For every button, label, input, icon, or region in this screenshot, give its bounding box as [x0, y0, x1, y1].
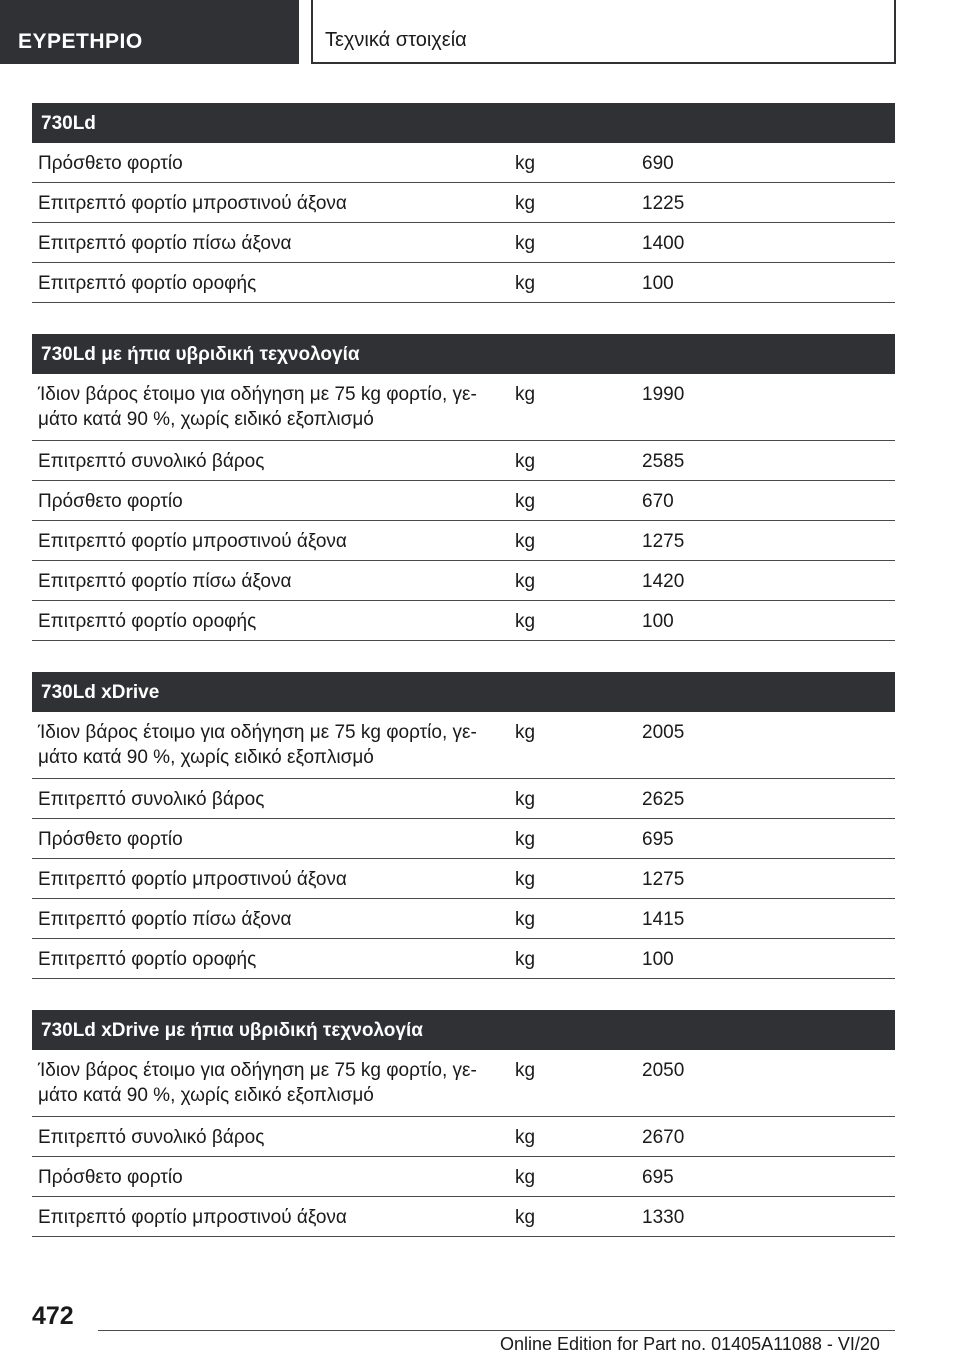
table-row: [32, 712, 895, 779]
row-value: 670: [642, 491, 674, 512]
row-unit: kg: [515, 829, 536, 850]
table-row: [32, 263, 895, 303]
table-row: [32, 779, 895, 819]
row-label: [32, 907, 505, 932]
table-title: 730Ld xDrive με ήπια υβριδική τεχνολογία: [32, 1010, 895, 1050]
row-unit: kg: [515, 949, 536, 970]
row-label: [32, 271, 505, 296]
row-value: 2050: [642, 1060, 685, 1081]
table-row: [32, 223, 895, 263]
row-label: [32, 867, 505, 892]
table-title: 730Ld: [32, 103, 895, 143]
row-label: [32, 1165, 505, 1190]
row-label-line: Πρόσθετο φορτίο: [38, 829, 183, 850]
row-label: [32, 569, 505, 594]
table-title: 730Ld xDrive: [32, 672, 895, 712]
row-label: [32, 609, 505, 634]
row-value: 1275: [642, 869, 685, 890]
row-label-line: Πρόσθετο φορτίο: [38, 1167, 183, 1188]
table-row: [32, 143, 895, 183]
row-label-line: Επιτρεπτό φορτίο πίσω άξονα: [38, 233, 292, 254]
row-value: 1420: [642, 571, 685, 592]
table-row: [32, 819, 895, 859]
row-unit: kg: [515, 384, 536, 405]
row-label: [32, 827, 505, 852]
row-label: [32, 489, 505, 514]
row-unit: kg: [515, 233, 536, 254]
row-unit: kg: [515, 491, 536, 512]
row-label: [32, 720, 505, 770]
row-label-line: Επιτρεπτό φορτίο οροφής: [38, 949, 257, 970]
row-unit: kg: [515, 193, 536, 214]
row-unit: kg: [515, 1127, 536, 1148]
page-number: 472: [32, 1302, 74, 1330]
row-label-line: Επιτρεπτό φορτίο οροφής: [38, 273, 257, 294]
table-row: [32, 1157, 895, 1197]
row-label: [32, 947, 505, 972]
row-unit: kg: [515, 789, 536, 810]
row-value: 2585: [642, 451, 685, 472]
spec-table: [32, 672, 895, 979]
row-unit: kg: [515, 1167, 536, 1188]
row-unit: kg: [515, 571, 536, 592]
table-row: [32, 561, 895, 601]
row-label-line: μάτο κατά 90 %, χωρίς ειδικό εξοπλισμό: [38, 747, 374, 768]
row-unit: kg: [515, 531, 536, 552]
row-label-line: μάτο κατά 90 %, χωρίς ειδικό εξοπλισμό: [38, 409, 374, 430]
footer-divider: [98, 1330, 895, 1331]
row-unit: kg: [515, 451, 536, 472]
row-value: 2670: [642, 1127, 685, 1148]
row-value: 1415: [642, 909, 685, 930]
row-label: [32, 1205, 505, 1230]
row-label-line: Επιτρεπτό φορτίο μπροστινού άξονα: [38, 869, 347, 890]
row-value: 1990: [642, 384, 685, 405]
row-value: 695: [642, 829, 674, 850]
section-header: ΕΥΡΕΤΗΡΙΟ: [0, 0, 299, 64]
table-row: [32, 1197, 895, 1237]
table-row: [32, 183, 895, 223]
table-row: [32, 1117, 895, 1157]
spec-tables: [32, 103, 895, 1268]
row-unit: kg: [515, 909, 536, 930]
row-label-line: Επιτρεπτό φορτίο μπροστινού άξονα: [38, 531, 347, 552]
table-row: [32, 859, 895, 899]
row-unit: kg: [515, 153, 536, 174]
row-label: [32, 1058, 505, 1108]
spec-table: [32, 1010, 895, 1237]
row-value: 1225: [642, 193, 685, 214]
spec-table: [32, 334, 895, 641]
row-value: 1330: [642, 1207, 685, 1228]
row-value: 1400: [642, 233, 685, 254]
edition-note: Online Edition for Part no. 01405A11088 - VI/20: [500, 1334, 880, 1354]
row-label: [32, 231, 505, 256]
row-label-line: Επιτρεπτό φορτίο οροφής: [38, 611, 257, 632]
row-value: 100: [642, 273, 674, 294]
table-row: [32, 481, 895, 521]
row-unit: kg: [515, 1207, 536, 1228]
table-row: [32, 441, 895, 481]
row-value: 2625: [642, 789, 685, 810]
row-label: [32, 449, 505, 474]
row-label-line: Ίδιον βάρος έτοιμο για οδήγηση με 75 kg φορτίο, γε-: [38, 384, 477, 405]
table-row: [32, 521, 895, 561]
spec-table: [32, 103, 895, 303]
row-label: [32, 151, 505, 176]
row-label: [32, 191, 505, 216]
row-unit: kg: [515, 722, 536, 743]
table-row: [32, 1050, 895, 1117]
row-label: [32, 1125, 505, 1150]
row-value: 1275: [642, 531, 685, 552]
row-unit: kg: [515, 273, 536, 294]
row-label-line: μάτο κατά 90 %, χωρίς ειδικό εξοπλισμό: [38, 1085, 374, 1106]
row-value: 690: [642, 153, 674, 174]
row-label-line: Πρόσθετο φορτίο: [38, 153, 183, 174]
row-label-line: Ίδιον βάρος έτοιμο για οδήγηση με 75 kg φορτίο, γε-: [38, 722, 477, 743]
row-unit: kg: [515, 1060, 536, 1081]
row-label-line: Ίδιον βάρος έτοιμο για οδήγηση με 75 kg φορτίο, γε-: [38, 1060, 477, 1081]
row-label-line: Επιτρεπτό φορτίο μπροστινού άξονα: [38, 1207, 347, 1228]
table-row: [32, 601, 895, 641]
row-label: [32, 529, 505, 554]
row-label-line: Επιτρεπτό φορτίο πίσω άξονα: [38, 909, 292, 930]
row-value: 100: [642, 611, 674, 632]
row-label: [32, 787, 505, 812]
row-unit: kg: [515, 869, 536, 890]
table-row: [32, 939, 895, 979]
row-label-line: Επιτρεπτό συνολικό βάρος: [38, 451, 265, 472]
table-row: [32, 374, 895, 441]
table-row: [32, 899, 895, 939]
row-label-line: Επιτρεπτό φορτίο πίσω άξονα: [38, 571, 292, 592]
row-label-line: Επιτρεπτό συνολικό βάρος: [38, 1127, 265, 1148]
row-value: 2005: [642, 722, 685, 743]
row-value: 695: [642, 1167, 674, 1188]
row-label-line: Πρόσθετο φορτίο: [38, 491, 183, 512]
row-label-line: Επιτρεπτό συνολικό βάρος: [38, 789, 265, 810]
row-unit: kg: [515, 611, 536, 632]
row-value: 100: [642, 949, 674, 970]
chapter-title: Τεχνικά στοιχεία: [311, 0, 896, 64]
row-label: [32, 382, 505, 432]
table-title: 730Ld με ήπια υβριδική τεχνολογία: [32, 334, 895, 374]
row-label-line: Επιτρεπτό φορτίο μπροστινού άξονα: [38, 193, 347, 214]
